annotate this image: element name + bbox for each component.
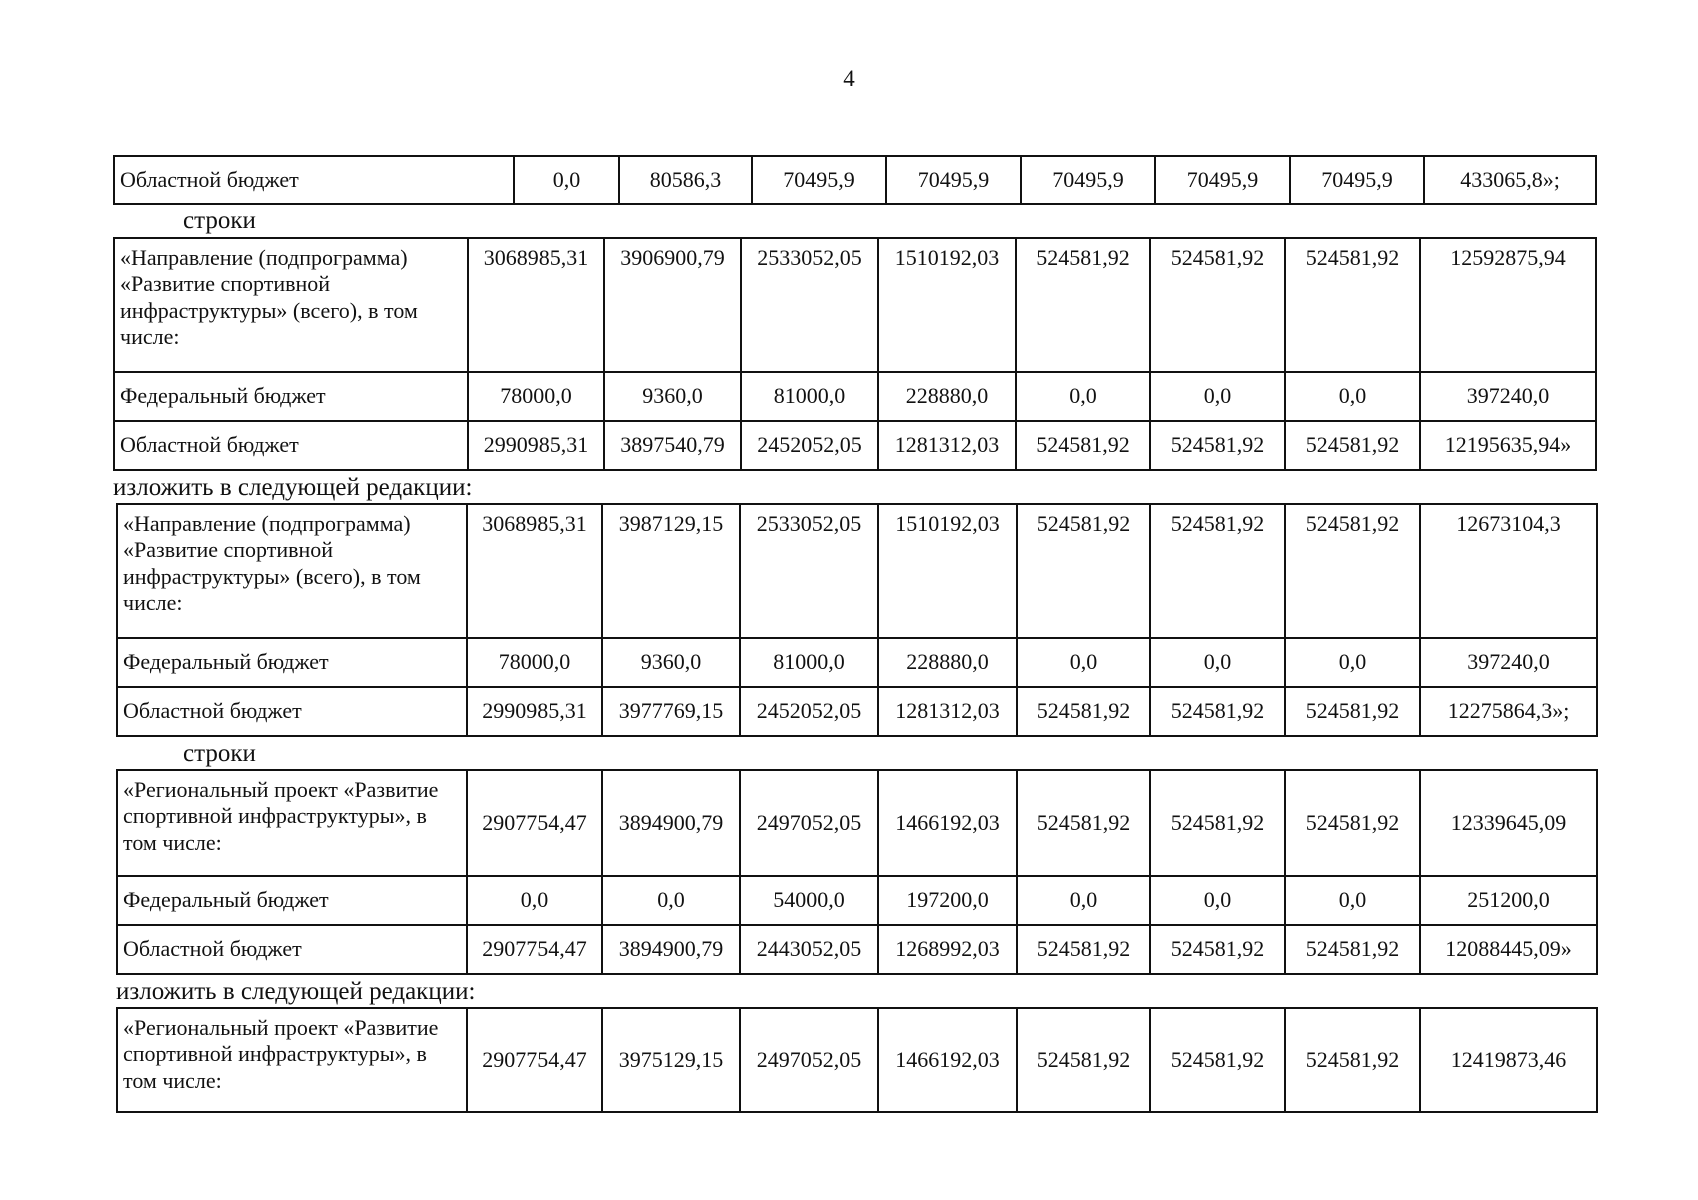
table-cell: 524581,92 [1150,687,1285,736]
table-cell: 12275864,3»; [1420,687,1597,736]
table-cell: 524581,92 [1017,925,1150,974]
caption-stroki: строки [183,207,256,234]
caption-new-edition: изложить в следующей редакции: [116,978,476,1005]
table-cell: 0,0 [1016,372,1150,421]
table-cell: 2907754,47 [467,770,602,876]
table-cell: 0,0 [1285,372,1420,421]
table-cell: 54000,0 [740,876,878,925]
table-cell: 524581,92 [1016,421,1150,470]
table-cell: 3906900,79 [604,238,741,372]
table-cell: 228880,0 [878,638,1017,687]
table-row [114,421,1596,470]
table-row [117,876,1597,925]
table-cell: 3897540,79 [604,421,741,470]
table-cell: 524581,92 [1150,770,1285,876]
table-cell: 0,0 [514,156,619,204]
table-cell: 1510192,03 [878,504,1017,638]
table-cell: 9360,0 [604,372,741,421]
table-cell: 524581,92 [1285,504,1420,638]
table-cell: 70495,9 [752,156,886,204]
table-cell: 0,0 [467,876,602,925]
table-cell: 3068985,31 [468,238,604,372]
table-cell: 0,0 [602,876,740,925]
table-cell: 0,0 [1150,638,1285,687]
table-cell: 3977769,15 [602,687,740,736]
table-cell: 3068985,31 [467,504,602,638]
page-number: 4 [843,66,855,91]
table-row [117,925,1597,974]
row-label: Федеральный бюджет [114,372,468,421]
table-cell: 397240,0 [1420,372,1596,421]
table-cell: 524581,92 [1285,421,1420,470]
table-cell: 2443052,05 [740,925,878,974]
table-row [114,238,1596,372]
table-cell: 524581,92 [1150,238,1285,372]
table-cell: 0,0 [1150,372,1285,421]
row-label: «Региональный проект «Развитие спортивной инфраструктуры», в том числе: [117,770,467,876]
caption-new-edition: изложить в следующей редакции: [113,474,473,501]
row-label: «Направление (подпрограмма) «Развитие спортивной инфраструктуры» (всего), в том числе: [117,504,467,638]
table-cell: 524581,92 [1285,925,1420,974]
table-cell: 3894900,79 [602,925,740,974]
table-cell: 12195635,94» [1420,421,1596,470]
table-cell: 78000,0 [468,372,604,421]
table-cell: 1466192,03 [878,770,1017,876]
table-cell: 433065,8»; [1424,156,1596,204]
table-cell: 78000,0 [467,638,602,687]
table-cell: 1281312,03 [878,421,1016,470]
table-cell: 1268992,03 [878,925,1017,974]
table-cell: 524581,92 [1016,238,1150,372]
budget-table-2 [113,237,1597,471]
table-cell: 81000,0 [741,372,878,421]
table-cell: 12592875,94 [1420,238,1596,372]
table-row [117,770,1597,876]
table-cell: 2497052,05 [740,1008,878,1112]
table-row [117,638,1597,687]
row-label: Областной бюджет [114,421,468,470]
table-cell: 524581,92 [1150,1008,1285,1112]
table-cell: 2497052,05 [740,770,878,876]
table-cell: 1281312,03 [878,687,1017,736]
table-cell: 2533052,05 [740,504,878,638]
table-cell: 0,0 [1150,876,1285,925]
caption-stroki: строки [183,740,256,767]
table-cell: 524581,92 [1150,421,1285,470]
table-cell: 524581,92 [1285,770,1420,876]
table-cell: 251200,0 [1420,876,1597,925]
table-cell: 197200,0 [878,876,1017,925]
table-cell: 524581,92 [1017,687,1150,736]
table-cell: 524581,92 [1017,770,1150,876]
budget-table-4 [116,769,1598,975]
budget-table-3 [116,503,1598,737]
row-label: Областной бюджет [117,925,467,974]
table-cell: 0,0 [1017,876,1150,925]
row-label: Областной бюджет [114,156,514,204]
table-cell: 70495,9 [1290,156,1424,204]
table-cell: 12339645,09 [1420,770,1597,876]
row-label: «Направление (подпрограмма) «Развитие спортивной инфраструктуры» (всего), в том числе: [114,238,468,372]
table-cell: 1466192,03 [878,1008,1017,1112]
table-cell: 228880,0 [878,372,1016,421]
table-cell: 70495,9 [1155,156,1290,204]
table-cell: 12673104,3 [1420,504,1597,638]
row-label: Федеральный бюджет [117,638,467,687]
table-cell: 524581,92 [1150,504,1285,638]
table-cell: 3894900,79 [602,770,740,876]
table-cell: 12088445,09» [1420,925,1597,974]
row-label: Областной бюджет [117,687,467,736]
table-cell: 70495,9 [1021,156,1155,204]
table-cell: 524581,92 [1017,504,1150,638]
table-row [114,372,1596,421]
table-cell: 0,0 [1017,638,1150,687]
table-cell: 9360,0 [602,638,740,687]
table-cell: 2990985,31 [467,687,602,736]
table-cell: 0,0 [1285,638,1420,687]
table-cell: 80586,3 [619,156,752,204]
budget-table-5 [116,1007,1598,1113]
table-cell: 2990985,31 [468,421,604,470]
table-cell: 3975129,15 [602,1008,740,1112]
table-cell: 524581,92 [1017,1008,1150,1112]
table-cell: 2907754,47 [467,925,602,974]
row-label: Федеральный бюджет [117,876,467,925]
table-row [117,687,1597,736]
table-cell: 2452052,05 [741,421,878,470]
table-cell: 0,0 [1285,876,1420,925]
table-cell: 70495,9 [886,156,1021,204]
row-label: «Региональный проект «Развитие спортивной инфраструктуры», в том числе: [117,1008,467,1112]
table-cell: 2452052,05 [740,687,878,736]
table-cell: 2907754,47 [467,1008,602,1112]
table-cell: 81000,0 [740,638,878,687]
table-cell: 3987129,15 [602,504,740,638]
table-cell: 2533052,05 [741,238,878,372]
table-cell: 524581,92 [1285,238,1420,372]
table-cell: 12419873,46 [1420,1008,1597,1112]
table-cell: 397240,0 [1420,638,1597,687]
table-row [114,156,1596,204]
table-cell: 524581,92 [1150,925,1285,974]
table-cell: 524581,92 [1285,687,1420,736]
table-cell: 1510192,03 [878,238,1016,372]
budget-table-1 [113,155,1597,205]
table-row [117,1008,1597,1112]
table-cell: 524581,92 [1285,1008,1420,1112]
table-row [117,504,1597,638]
